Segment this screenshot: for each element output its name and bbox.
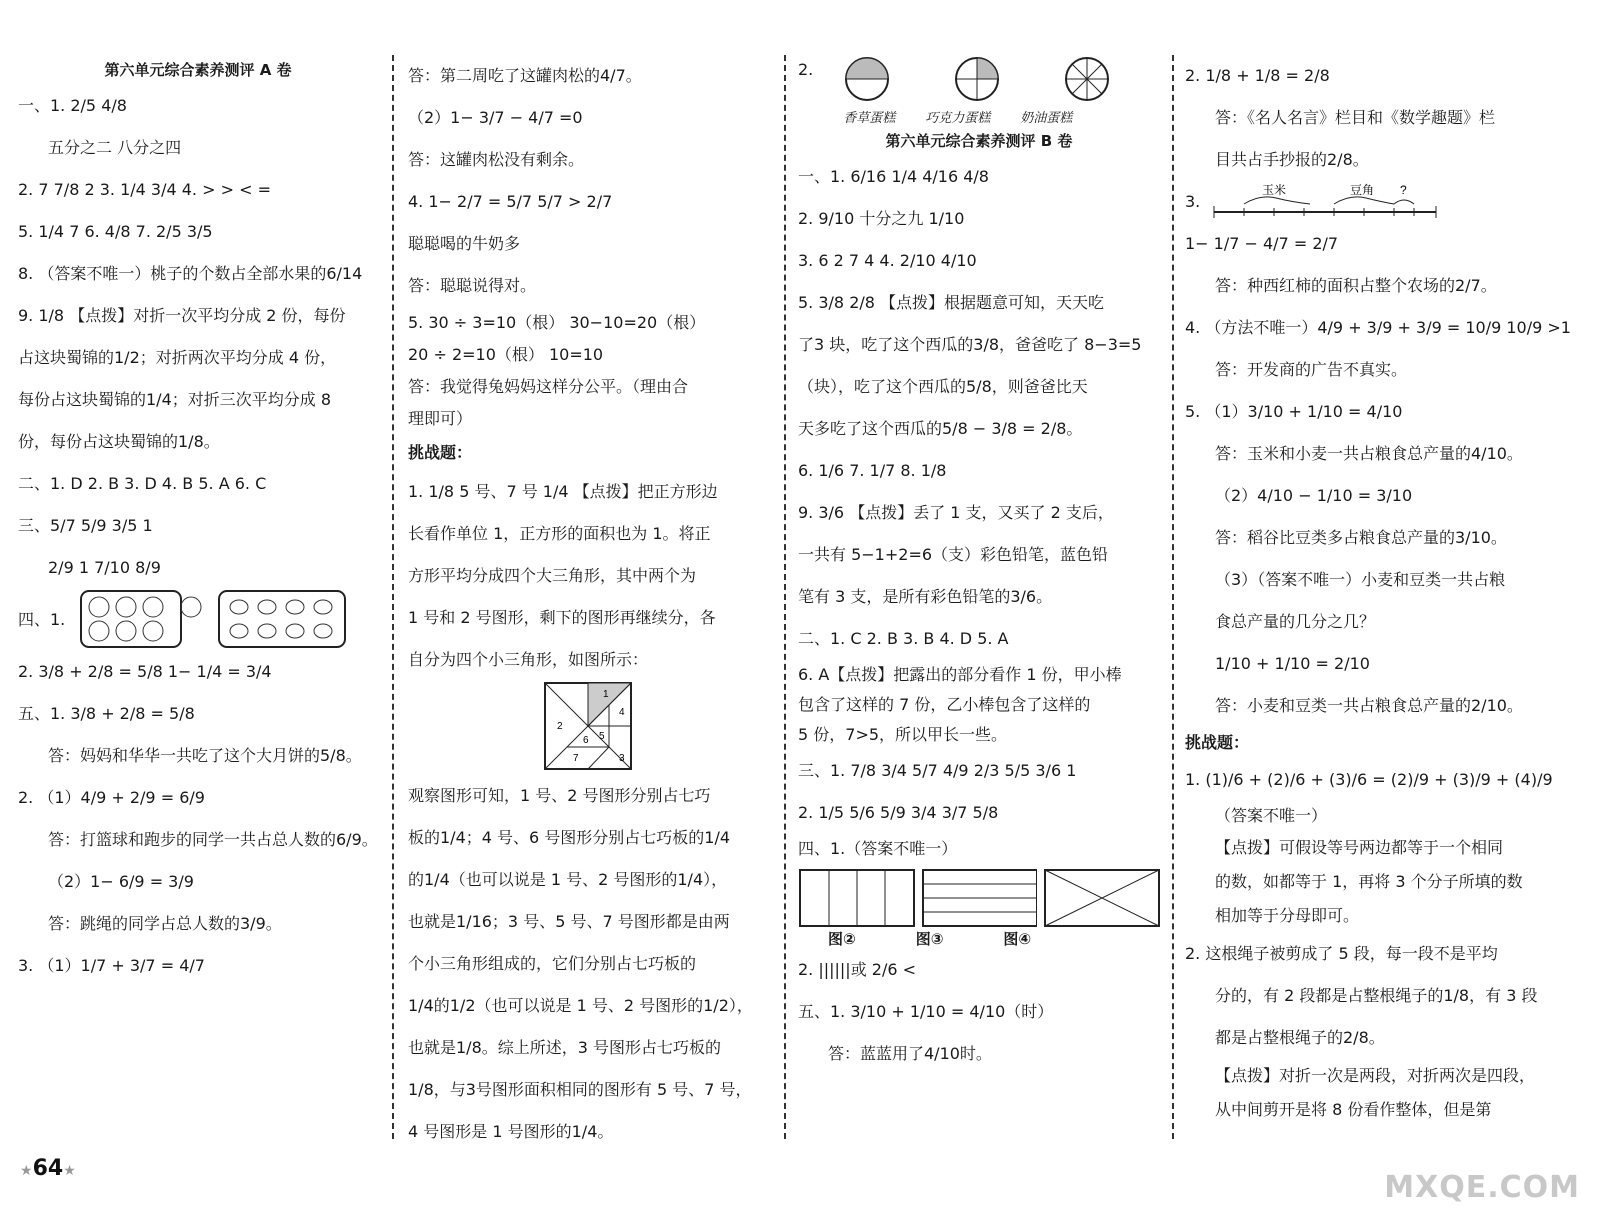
answer-line: （块），吃了这个西瓜的5/8，则爸爸比天 [798,377,1088,396]
answer-line: 1/10 + 1/10 = 2/10 [1215,654,1370,673]
answer-line: 2. （1）4/9 + 2/9 = 6/9 [18,788,205,807]
answer-line: 三、5/7 5/9 3/5 1 [18,516,153,535]
answer-line: 5 份，7>5，所以甲长一些。 [798,725,1008,744]
answer-line: 2/9 1 7/10 8/9 [48,558,161,577]
column-divider [392,55,394,1139]
answer-line: 包含了这样的 7 份，乙小棒包含了这样的 [798,695,1091,714]
answer-line: 也就是1/8。综上所述，3 号图形占七巧板的 [408,1038,722,1057]
answer-line: 【点拨】可假设等号两边都等于一个相同 [1215,838,1504,857]
answer-line: 的数，如都等于 1，再将 3 个分子所填的数 [1215,872,1523,891]
answer-column-4 [1185,55,1571,1127]
answer-line: 答：开发商的广告不真实。 [1215,360,1408,379]
answer-line: 五、1. 3/10 + 1/10 = 4/10（时） [798,1002,1054,1021]
answer-column-2 [408,55,773,1153]
tangram-figure [543,681,633,771]
answer-line: 【点拨】对折一次是两段，对折两次是四段， [1215,1066,1536,1085]
answer-line: 答：《名人名言》栏目和《数学趣题》栏 [1215,108,1496,127]
answer-line: 聪聪喝的牛奶多 [408,234,521,253]
bar-label: ? [1400,183,1407,197]
answer-line: 二、1. C 2. B 3. B 4. D 5. A [798,629,1009,648]
answer-line: 分的，有 2 段都是占整根绳子的1/8，有 3 段 [1215,986,1538,1005]
section-title: 第六单元综合素养测评 A 卷 [104,61,292,79]
answer-line: 理即可） [408,409,473,428]
bar-label: 玉米 [1262,183,1287,197]
svg-text:4: 4 [619,707,625,718]
bar-label: 豆角 [1350,183,1375,197]
answer-line: 板的1/4；4 号、6 号图形分别占七巧板的1/4 [408,828,731,847]
challenge-heading: 挑战题： [1185,733,1250,752]
watermark: MXQE.COM [1384,1170,1580,1205]
cake-figures [827,55,1127,103]
answer-line: 五、1. 3/8 + 2/8 = 5/8 [18,704,195,723]
answer-line: 一共有 5−1+2=6（支）彩色铅笔，蓝色铅 [798,545,1109,564]
partition-figures [798,864,1160,928]
answer-line: 答：我觉得兔妈妈这样分公平。（理由合 [408,377,689,396]
figure-label: 图③ [915,930,944,948]
answer-line: 答：种西红柿的面积占整个农场的2/7。 [1215,276,1497,295]
answer-line: 1 号和 2 号图形，剩下的图形再继续分，各 [408,608,716,627]
star-icon: ★ [63,1163,76,1179]
answer-line: 5. 3/8 2/8 【点拨】根据题意可知，天天吃 [798,293,1105,312]
answer-line: 5. 1/4 7 6. 4/8 7. 2/5 3/5 [18,222,213,241]
svg-text:6: 6 [583,735,589,746]
answer-line: 6. A【点拨】把露出的部分看作 1 份，甲小棒 [798,665,1122,684]
answer-line: 五分之二 八分之四 [48,138,182,157]
cake-captions [827,107,1127,126]
answer-line: 四、1.（答案不唯一） [798,839,958,858]
svg-text:1: 1 [603,689,609,700]
answer-line: 答：打篮球和跑步的同学一共占总人数的6/9。 [48,830,378,849]
answer-line: 目共占手抄报的2/8。 [1215,150,1369,169]
figure-2 [798,868,915,928]
figure-4 [1043,868,1160,928]
answer-line: 都是占整根绳子的2/8。 [1215,1028,1385,1047]
answer-line: 二、1. D 2. B 3. D 4. B 5. A 6. C [18,474,267,493]
answer-line: 也就是1/16；3 号、5 号、7 号图形都是由两 [408,912,730,931]
answer-line: 一、1. 6/16 1/4 4/16 4/8 [798,167,989,186]
answer-line: 答：这罐肉松没有剩余。 [408,150,585,169]
answer-line: 每份占这块蜀锦的1/4；对折三次平均分成 8 [18,390,332,409]
answer-line: 食总产量的几分之几？ [1215,612,1376,631]
answer-line: 6. 1/6 7. 1/7 8. 1/8 [798,461,947,480]
answer-line: （2）1− 6/9 = 3/9 [48,872,194,891]
svg-text:5: 5 [599,731,605,742]
svg-text:2: 2 [557,721,563,732]
answer-line: 4 号图形是 1 号图形的1/4。 [408,1122,614,1141]
answer-line: 2. 这根绳子被剪成了 5 段，每一段不是平均 [1185,944,1498,963]
answer-line: 的1/4（也可以说是 1 号、2 号图形的1/4）， [408,870,728,889]
answer-column-3 [798,55,1160,1075]
answer-line: 2. 9/10 十分之九 1/10 [798,209,965,228]
answer-line [18,589,378,651]
answer-line: 答：小麦和豆类一共占粮食总产量的2/10。 [1215,696,1523,715]
answer-line: 4. （方法不唯一）4/9 + 3/9 + 3/9 = 10/9 10/9 >1 [1185,318,1571,337]
answer-line: 9. 3/6 【点拨】丢了 1 支，又买了 2 支后， [798,503,1114,522]
star-icon: ★ [20,1163,33,1179]
svg-text:7: 7 [573,753,579,764]
challenge-heading: 挑战题： [408,443,473,462]
answer-line: 了3 块，吃了这个西瓜的3/8，爸爸吃了 8−3=5 [798,335,1142,354]
svg-text:3: 3 [619,753,625,764]
answer-line: 1/4的1/2（也可以说是 1 号、2 号图形的1/2）， [408,996,753,1015]
answer-line: 三、1. 7/8 3/4 5/7 4/9 2/3 5/5 3/6 1 [798,761,1077,780]
fruit-grouping-figure [79,589,359,651]
answer-line: 答：蓝蓝用了4/10时。 [828,1044,992,1063]
figure-3 [921,868,1038,928]
answer-label: 3. [1185,192,1201,211]
answer-line: 3. （1）1/7 + 3/7 = 4/7 [18,956,205,975]
field-bar-diagram [1210,182,1440,222]
answer-line: 个小三角形组成的，它们分别占七巧板的 [408,954,697,973]
answer-line: 5. （1）3/10 + 1/10 = 4/10 [1185,402,1403,421]
figure-captions [798,928,1160,949]
answer-line: 1− 1/7 − 4/7 = 2/7 [1185,234,1339,253]
cake-label: 巧克力蛋糕 [925,111,991,126]
answer-line: 答：稻谷比豆类多占粮食总产量的3/10。 [1215,528,1507,547]
answer-line: （2）4/10 − 1/10 = 3/10 [1215,486,1413,505]
answer-line: 5. 30 ÷ 3=10（根） 30−10=20（根） [408,313,706,332]
answer-line: 天多吃了这个西瓜的5/8 − 3/8 = 2/8。 [798,419,1083,438]
answer-label: 2. [798,60,814,79]
page-number: ★64★ [20,1156,76,1181]
answer-line: 答：聪聪说得对。 [408,276,537,295]
answer-line: 一、1. 2/5 4/8 [18,96,127,115]
answer-line: 份，每份占这块蜀锦的1/8。 [18,432,220,451]
answer-line: 占这块蜀锦的1/2；对折两次平均分成 4 份， [18,348,337,367]
answer-line: 2. 3/8 + 2/8 = 5/8 1− 1/4 = 3/4 [18,662,272,681]
answer-line: 2. 1/8 + 1/8 = 2/8 [1185,66,1330,85]
answer-line: 答：跳绳的同学占总人数的3/9。 [48,914,282,933]
figure-label: 图④ [1003,930,1032,948]
answer-line: 2. 1/5 5/6 5/9 3/4 3/7 5/8 [798,803,999,822]
answer-line: （3）（答案不唯一）小麦和豆类一共占粮 [1215,570,1506,589]
column-divider [784,55,786,1139]
answer-label: 四、1. [18,610,66,629]
answer-line: 方形平均分成四个大三角形，其中两个为 [408,566,697,585]
figure-label: 图② [828,930,856,948]
answer-line [1185,181,1555,223]
answer-line: 8. （答案不唯一）桃子的个数占全部水果的6/14 [18,264,363,283]
cake-label: 奶油蛋糕 [1020,111,1073,126]
cake-question [798,55,1160,126]
answer-line: 笔有 3 支，是所有彩色铅笔的3/6。 [798,587,1053,606]
answer-line: 2. 7 7/8 2 3. 1/4 3/4 4. > > < = [18,180,271,199]
answer-line: 相加等于分母即可。 [1215,906,1360,925]
answer-line: 1. (1)/6 + (2)/6 + (3)/6 = (2)/9 + (3)/9 + (4)/9 [1185,770,1553,789]
answer-line: 答：妈妈和华华一共吃了这个大月饼的5/8。 [48,746,362,765]
answer-line: 长看作单位 1，正方形的面积也为 1。将正 [408,524,711,543]
answer-line: 1. 1/8 5 号、7 号 1/4 【点拨】把正方形边 [408,482,718,501]
answer-line: 自分为四个小三角形，如图所示： [408,650,649,669]
answer-line: （答案不唯一） [1215,806,1328,825]
answer-line: 9. 1/8 【点拨】对折一次平均分成 2 份，每份 [18,306,346,325]
answer-line: 答：玉米和小麦一共占粮食总产量的4/10。 [1215,444,1523,463]
column-divider [1172,55,1174,1139]
answer-line: 20 ÷ 2=10（根） 10=10 [408,345,604,364]
answer-column-1 [18,55,378,987]
answer-line: 1/8，与3号图形面积相同的图形有 5 号、7 号， [408,1080,752,1099]
answer-line: 从中间剪开是将 8 份看作整体，但是第 [1215,1100,1492,1119]
cake-label: 香草蛋糕 [843,111,896,126]
answer-line: （2）1− 3/7 − 4/7 =0 [408,108,583,127]
answer-line: 3. 6 2 7 4 4. 2/10 4/10 [798,251,977,270]
answer-line: 观察图形可知，1 号、2 号图形分别占七巧 [408,786,711,805]
answer-line: 2. ||||||或 2/6 < [798,960,917,979]
section-title: 第六单元综合素养测评 B 卷 [885,132,1073,150]
answer-line: 4. 1− 2/7 = 5/7 5/7 > 2/7 [408,192,613,211]
answer-line: 答：第二周吃了这罐肉松的4/7。 [408,66,642,85]
